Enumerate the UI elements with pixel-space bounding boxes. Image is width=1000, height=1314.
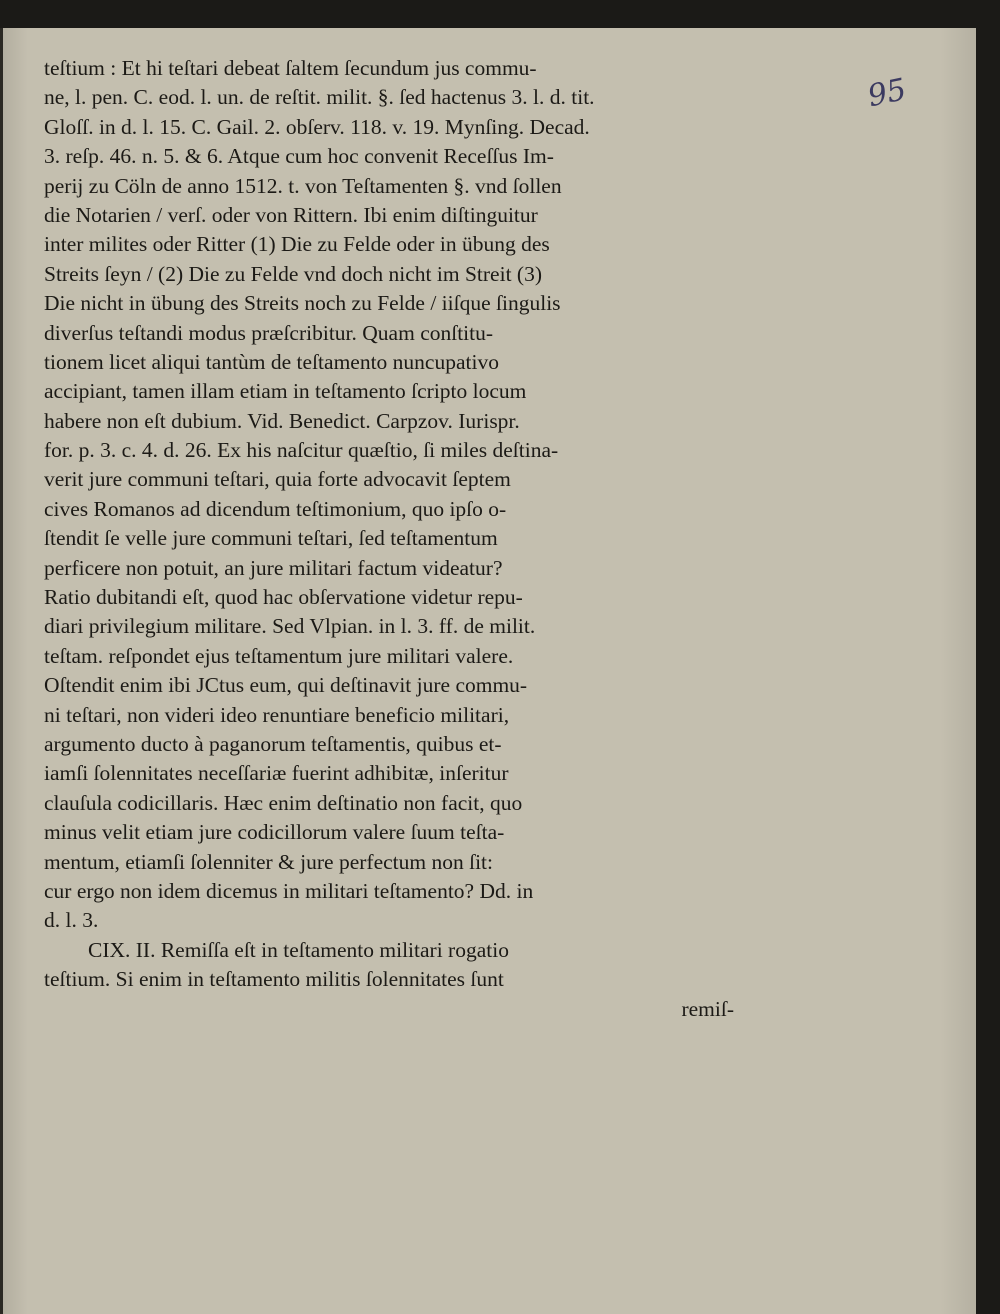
- text-line: teſtium : Et hi teſtari debeat ſaltem ſecundum jus commu-: [44, 56, 537, 80]
- text-line: CIX. II. Remiſſa eſt in teſtamento militari rogatio: [88, 937, 509, 962]
- text-line: minus velit etiam jure codicillorum valere ſuum teſta-: [44, 820, 505, 845]
- text-line: teſtium. Si enim in teſtamento militis ſolennitates ſunt: [44, 967, 504, 992]
- text-line: cives Romanos ad dicendum teſtimonium, quo ipſo o-: [44, 496, 507, 521]
- text-line: for. p. 3. c. 4. d. 26. Ex his naſcitur quæſtio, ſi miles deſtina-: [44, 438, 559, 463]
- text-line: Oſtendit enim ibi JCtus eum, qui deſtinavit jure commu-: [44, 673, 528, 698]
- text-line: ni teſtari, non videri ideo renuntiare beneficio militari,: [44, 702, 510, 727]
- text-line: mentum, etiamſi ſolenniter & jure perfectum non ſit:: [44, 849, 493, 874]
- catchword: remiſ-: [681, 996, 734, 1021]
- text-line: ſtendit ſe velle jure communi teſtari, ſed teſtamentum: [44, 526, 498, 551]
- folio-number: 95: [864, 72, 910, 115]
- book-page: [0, 28, 976, 1314]
- text-line: argumento ducto à paganorum teſtamentis, quibus et-: [44, 731, 502, 756]
- text-line: diverſus teſtandi modus præſcribitur. Quam conſtitu-: [44, 320, 494, 345]
- page-edge: [0, 28, 3, 1314]
- text-line: 3. reſp. 46. n. 5. & 6. Atque cum hoc convenit Receſſus Im-: [44, 144, 554, 169]
- text-line: Ratio dubitandi eſt, quod hac obſervatione videtur repu-: [44, 585, 523, 610]
- text-line: diari privilegium militare. Sed Vlpian. in l. 3. ff. de milit.: [44, 614, 536, 639]
- text-line: Gloſſ. in d. l. 15. C. Gail. 2. obſerv. 118. v. 19. Mynſing. Decad.: [44, 114, 590, 139]
- text-line: clauſula codicillaris. Hæc enim deſtinatio non facit, quo: [44, 790, 523, 815]
- text-line: die Notarien / verſ. oder von Rittern. Ibi enim diſtinguitur: [44, 202, 538, 227]
- text-block: [44, 54, 734, 1024]
- text-line: Die nicht in übung des Streits noch zu Felde / iiſque ſingulis: [44, 291, 561, 316]
- text-line: d. l. 3.: [44, 908, 99, 933]
- text-line: verit jure communi teſtari, quia forte advocavit ſeptem: [44, 467, 511, 492]
- text-line: accipiant, tamen illam etiam in teſtamento ſcripto locum: [44, 379, 527, 404]
- text-line: iamſi ſolennitates neceſſariæ fuerint adhibitæ, inſeritur: [44, 761, 509, 786]
- text-line: teſtam. reſpondet ejus teſtamentum jure militari valere.: [44, 643, 514, 668]
- text-line: perficere non potuit, an jure militari factum videatur?: [44, 555, 503, 580]
- text-line: habere non eſt dubium. Vid. Benedict. Carpzov. Iurispr.: [44, 408, 520, 433]
- text-line: inter milites oder Ritter (1) Die zu Felde oder in übung des: [44, 232, 550, 257]
- text-line: cur ergo non idem dicemus in militari teſtamento? Dd. in: [44, 878, 534, 903]
- text-line: perij zu Cöln de anno 1512. t. von Teſtamenten §. vnd ſollen: [44, 173, 562, 198]
- text-line: tionem licet aliqui tantùm de teſtamento nuncupativo: [44, 349, 499, 374]
- text-line: ne, l. pen. C. eod. l. un. de reſtit. milit. §. ſed hactenus 3. l. d. tit.: [44, 85, 595, 110]
- text-line: Streits ſeyn / (2) Die zu Felde vnd doch nicht im Streit (3): [44, 261, 542, 286]
